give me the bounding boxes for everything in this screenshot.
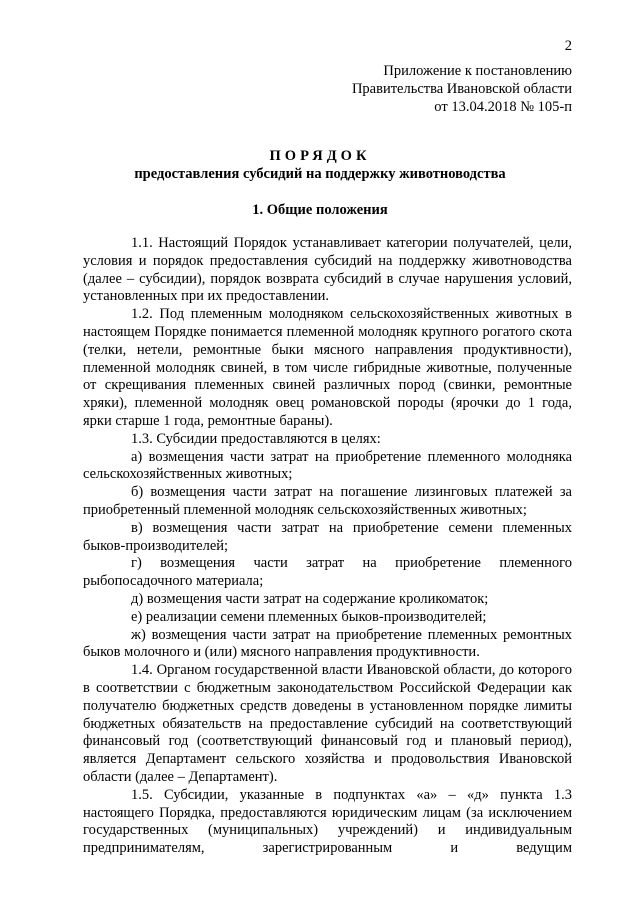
list-item-d: д) возмещения части затрат на содержание кроликоматок; — [131, 590, 489, 607]
list-item-v: в) возмещения части затрат на приобретение семени племенных быков-производителей; — [83, 519, 572, 554]
list-item-a: а) возмещения части затрат на приобретение племенного молодняка сельскохозяйственных животных; — [83, 448, 572, 483]
list-item-g: г) возмещения части затрат на приобретение племенного рыбопосадочного материала; — [83, 555, 572, 590]
document-body — [83, 235, 572, 858]
paragraph-1-3: 1.3. Субсидии предоставляются в целях: — [131, 430, 381, 447]
paragraph-1-2: 1.2. Под племенным молодняком сельскохозяйственных животных в настоящем Порядке понимается племенной молодняк крупного рогатого скота (телки, нетели, ремонтные быки мясного направления продуктивности), племенной молодняк свиней, в том числе гибридные животные, полученные от скрещивания племенных свиней различных пород (свинки, ремонтные хряки), племенной молодняк овец романовской породы (ярочки до 1 года, ярки старше 1 года, ремонтные бараны). — [83, 306, 572, 429]
appendix-line-1: Приложение к постановлению — [383, 63, 572, 79]
appendix-line-3: от 13.04.2018 № 105-п — [434, 98, 572, 115]
paragraph-1-4: 1.4. Органом государственной власти Ивановской области, до которого в соответствии с бюджетным законодательством Российской Федерации как получателю бюджетных средств доведены в установленном порядке лимиты бюджетных обязательств на предоставление субсидий на соответствующий финансовый год (соответствующий финансовый год и плановый период), является Департамент сельского хозяйства и продовольствия Ивановской области (далее – Департамент). — [83, 662, 572, 785]
document-title: ПОРЯДОК — [269, 148, 371, 164]
paragraph-1-1: 1.1. Настоящий Порядок устанавливает категории получателей, цели, условия и порядок предоставления субсидий на поддержку животноводства (далее – субсидии), порядок возврата субсидий в случае нарушения условий, установленных при их предоставлении. — [83, 235, 572, 305]
section-heading: 1. Общие положения — [252, 202, 388, 218]
list-item-e: е) реализации семени племенных быков-производителей; — [131, 608, 487, 625]
appendix-block — [352, 63, 572, 116]
document-subtitle: предоставления субсидий на поддержку животноводства — [134, 166, 506, 182]
page-number: 2 — [564, 38, 572, 54]
list-item-zh: ж) возмещения части затрат на приобретение племенных ремонтных быков молочного и (или) мясного направления продуктивности. — [83, 626, 572, 661]
appendix-line-2: Правительства Ивановской области — [351, 80, 572, 97]
paragraph-1-5: 1.5. Субсидии, указанные в подпунктах «а» – «д» пункта 1.3 настоящего Порядка, предоставляются юридическим лицам (за исключением государственных (муниципальных) учреждений) и индивидуальным предпринимателям, зарегистрированным и ведущим — [83, 786, 572, 857]
list-item-b: б) возмещения части затрат на погашение лизинговых платежей за приобретенный племенной молодняк сельскохозяйственных животных; — [83, 484, 572, 518]
